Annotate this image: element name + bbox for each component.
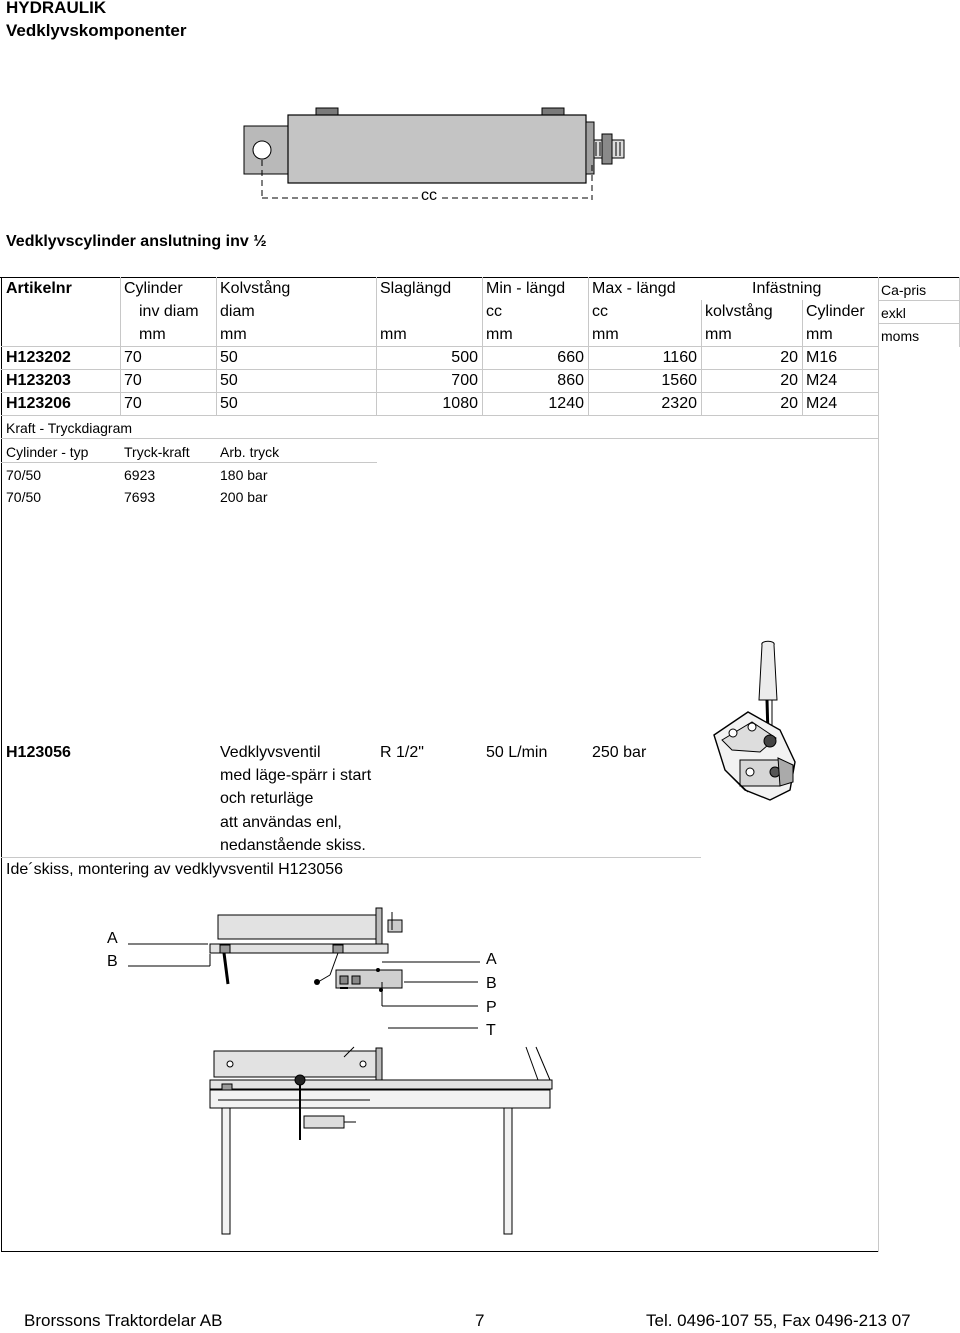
sketch-label-left: B bbox=[107, 953, 118, 970]
cell-rod: 50 bbox=[220, 349, 238, 366]
cell-rod-mount: 20 bbox=[780, 395, 798, 412]
header-slaglangd: Slaglängd bbox=[380, 280, 452, 297]
cell-rod-mount: 20 bbox=[780, 349, 798, 366]
section-title: HYDRAULIK bbox=[6, 0, 107, 17]
header-infastning: Infästning bbox=[752, 280, 822, 297]
cell-rod: 50 bbox=[220, 395, 238, 412]
cell-artikelnr: H123202 bbox=[6, 349, 71, 366]
cell-max-length: 1560 bbox=[661, 372, 697, 389]
cell-cylinder-mount: M24 bbox=[806, 372, 838, 389]
unit-mm: mm bbox=[592, 326, 619, 343]
sketch-title: Ide´skiss, montering av vedklyvsventil H123056 bbox=[6, 861, 344, 878]
header-moms: moms bbox=[881, 328, 920, 344]
header-kolvstang-mount: kolvstång bbox=[705, 303, 773, 320]
footer-contact: Tel. 0496-107 55, Fax 0496-213 07 bbox=[646, 1311, 911, 1330]
force-cell-pressure: 180 bar bbox=[220, 467, 268, 483]
valve-name: Vedklyvsventil bbox=[220, 744, 321, 761]
cell-cylinder-mount: M24 bbox=[806, 395, 838, 412]
valve-desc-line: med läge-spärr i start bbox=[220, 767, 372, 784]
cell-rod-mount: 20 bbox=[780, 372, 798, 389]
sketch-label-left: A bbox=[107, 930, 118, 947]
cell-cylinder-mount: M16 bbox=[806, 349, 838, 366]
force-cell-type: 70/50 bbox=[6, 489, 42, 505]
header-exkl: exkl bbox=[881, 305, 906, 321]
page-subtitle: Vedklyvskomponenter bbox=[6, 21, 187, 40]
header-cylinder: Cylinder bbox=[124, 280, 183, 297]
cell-cylinder: 70 bbox=[124, 372, 142, 389]
force-cell-force: 6923 bbox=[124, 467, 156, 483]
valve-desc-line: att användas enl, bbox=[220, 814, 342, 831]
header-cc-max: cc bbox=[592, 303, 608, 320]
cell-min-length: 860 bbox=[557, 372, 584, 389]
footer-page-number: 7 bbox=[475, 1311, 485, 1330]
cell-max-length: 2320 bbox=[661, 395, 697, 412]
unit-mm: mm bbox=[220, 326, 247, 343]
cell-stroke: 1080 bbox=[442, 395, 478, 412]
cell-min-length: 1240 bbox=[548, 395, 584, 412]
cell-stroke: 700 bbox=[451, 372, 478, 389]
force-header-force: Tryck-kraft bbox=[124, 444, 190, 460]
header-inv-diam: inv diam bbox=[139, 303, 199, 320]
cell-cylinder: 70 bbox=[124, 395, 142, 412]
force-cell-force: 7693 bbox=[124, 489, 156, 505]
cell-artikelnr: H123206 bbox=[6, 395, 71, 412]
header-cc-min: cc bbox=[486, 303, 502, 320]
header-kolvstang: Kolvstång bbox=[220, 280, 291, 297]
cell-max-length: 1160 bbox=[662, 349, 697, 366]
header-max-langd: Max - längd bbox=[592, 280, 676, 297]
footer-company: Brorssons Traktordelar AB bbox=[24, 1311, 223, 1330]
valve-artikelnr: H123056 bbox=[6, 744, 71, 761]
valve-pressure: 250 bar bbox=[592, 744, 647, 761]
cell-rod: 50 bbox=[220, 372, 238, 389]
force-section-title: Kraft - Tryckdiagram bbox=[6, 420, 133, 436]
unit-mm: mm bbox=[486, 326, 513, 343]
force-cell-pressure: 200 bar bbox=[220, 489, 268, 505]
stroke-dimension-label: cc bbox=[421, 187, 437, 204]
sketch-label-right: A bbox=[486, 951, 497, 968]
unit-mm: mm bbox=[705, 326, 732, 343]
sketch-label-right: B bbox=[486, 975, 497, 992]
valve-thread: R 1/2" bbox=[380, 744, 424, 761]
header-ca-pris: Ca-pris bbox=[881, 282, 927, 298]
valve-flow: 50 L/min bbox=[486, 744, 548, 761]
force-cell-type: 70/50 bbox=[6, 467, 42, 483]
unit-mm: mm bbox=[139, 326, 166, 343]
cell-min-length: 660 bbox=[557, 349, 584, 366]
header-diam: diam bbox=[220, 303, 255, 320]
valve-desc-line: nedanstående skiss. bbox=[220, 837, 366, 854]
force-header-type: Cylinder - typ bbox=[6, 444, 89, 460]
valve-desc-line: och returläge bbox=[220, 790, 314, 807]
cylinder-section-title: Vedklyvscylinder anslutning inv ½ bbox=[6, 233, 267, 250]
force-header-pressure: Arb. tryck bbox=[220, 444, 280, 460]
header-artikelnr: Artikelnr bbox=[6, 280, 72, 297]
cell-cylinder: 70 bbox=[124, 349, 142, 366]
header-min-langd: Min - längd bbox=[486, 280, 566, 297]
unit-mm: mm bbox=[380, 326, 407, 343]
header-cylinder-mount: Cylinder bbox=[806, 303, 865, 320]
unit-mm: mm bbox=[806, 326, 833, 343]
cell-stroke: 500 bbox=[451, 349, 478, 366]
cell-artikelnr: H123203 bbox=[6, 372, 71, 389]
sketch-label-right: T bbox=[486, 1022, 496, 1039]
sketch-label-right: P bbox=[486, 999, 497, 1016]
